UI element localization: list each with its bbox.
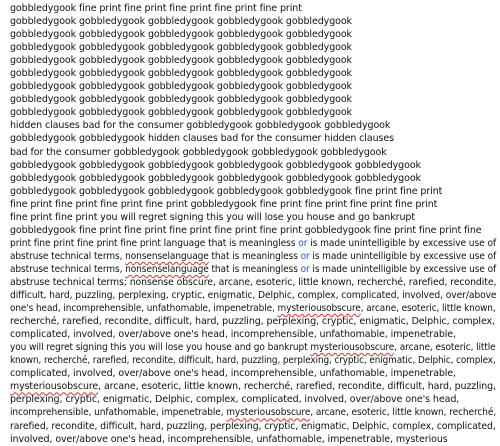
text-line xyxy=(10,302,496,315)
text-line xyxy=(10,276,497,289)
text-line xyxy=(10,341,496,354)
document-body xyxy=(10,2,498,446)
text-segment: , arcane, esoteric, little xyxy=(394,342,496,354)
text-line xyxy=(10,132,496,145)
text-segment: gobbledygook gobbledygook gobbledygook gobbledygook gobbledygook xyxy=(10,107,352,119)
text-segment: that is meaningless xyxy=(208,250,301,262)
text-line xyxy=(10,41,496,54)
text-segment: fine print fine print fine print fine print gobbledygook fine print fine print fine print fine print xyxy=(10,198,438,210)
text-segment: gobbledygook fine print fine print fine print fine print fine print gobbledygook fine print fine print fine xyxy=(10,224,482,236)
text-line xyxy=(10,315,496,328)
text-line xyxy=(10,289,497,302)
text-line xyxy=(10,406,497,419)
text-line xyxy=(10,185,496,198)
text-segment: , arcane, esoteric, little known, recherché, xyxy=(310,407,497,419)
spellcheck-flagged-word: mysteriousobscure xyxy=(10,381,99,393)
text-segment: perplexing, cryptic, enigmatic, Delphic, complex, complicated, involved, over/above one's head, xyxy=(10,394,460,406)
text-segment: recherché, rarefied, recondite, difficult, hard, puzzling, perplexing, cryptic, enigmatic, Delphic, complex, xyxy=(10,316,496,328)
text-line xyxy=(10,67,496,80)
text-line xyxy=(10,380,496,393)
text-segment: abstruse technical terms, xyxy=(10,263,126,275)
text-segment: you will regret signing this you will lose you house and go bankrupt xyxy=(10,342,311,354)
text-segment: complicated, involved, over/above one's head, incomprehensible, unfathomable, impenetrable, xyxy=(10,368,456,380)
text-line xyxy=(10,211,496,224)
text-line xyxy=(10,15,496,28)
text-segment: is made unintelligible by excessive use of xyxy=(307,237,497,249)
text-segment: gobbledygook gobbledygook gobbledygook gobbledygook gobbledygook xyxy=(10,94,352,106)
text-line xyxy=(10,146,496,159)
spellcheck-flagged-word: mysteriousobscure xyxy=(277,303,361,315)
text-segment: gobbledygook gobbledygook hidden clauses bad for the consumer hidden clauses xyxy=(10,133,394,145)
text-segment: difficult, hard, puzzling, perplexing, cryptic, enigmatic, Delphic, complex, complicated, involved, over/above xyxy=(10,290,497,302)
text-line xyxy=(10,28,496,41)
text-segment: is made unintelligible by excessive use of xyxy=(309,250,497,262)
text-line xyxy=(10,237,497,250)
text-segment: gobbledygook gobbledygook gobbledygook gobbledygook gobbledygook gobbledygook xyxy=(10,159,421,171)
text-line xyxy=(10,198,496,211)
text-segment: that is meaningless xyxy=(208,263,301,275)
text-line xyxy=(10,159,496,172)
text-line xyxy=(10,54,496,67)
text-segment: gobbledygook gobbledygook gobbledygook gobbledygook gobbledygook xyxy=(10,55,352,67)
text-line xyxy=(10,354,496,367)
text-line xyxy=(10,393,496,406)
text-line xyxy=(10,106,496,119)
text-line xyxy=(10,172,496,185)
text-segment: gobbledygook gobbledygook gobbledygook gobbledygook gobbledygook xyxy=(10,42,352,54)
text-line xyxy=(10,433,496,446)
text-line xyxy=(10,93,496,106)
text-segment: , arcane, esoteric, little known, xyxy=(360,303,496,315)
text-line xyxy=(10,420,496,433)
text-segment: complicated, involved, over/above one's head, incomprehensible, unfathomable, impenetrable, xyxy=(10,329,456,341)
text-line xyxy=(10,328,496,341)
text-segment: print fine print fine print fine print language that is meaningless xyxy=(10,237,299,249)
text-segment: gobbledygook gobbledygook gobbledygook gobbledygook gobbledygook gobbledygook xyxy=(10,172,421,184)
highlighted-or-word: or xyxy=(298,237,308,249)
text-line xyxy=(10,367,496,380)
text-segment: gobbledygook gobbledygook gobbledygook gobbledygook gobbledygook xyxy=(10,81,352,93)
spellcheck-flagged-word: nonsenselanguage xyxy=(125,263,209,275)
text-line xyxy=(10,250,497,263)
text-segment: gobbledygook gobbledygook gobbledygook gobbledygook gobbledygook xyxy=(10,16,352,28)
text-line xyxy=(10,119,496,132)
text-segment: rarefied, recondite, difficult, hard, puzzling, perplexing, cryptic, enigmatic, Delphic, complex, complicated, xyxy=(10,420,496,432)
text-segment: gobbledygook gobbledygook gobbledygook gobbledygook gobbledygook xyxy=(10,68,352,80)
text-line xyxy=(10,263,497,276)
text-segment: is made unintelligible by excessive use of xyxy=(309,263,497,275)
spellcheck-flagged-word: nonsenselanguage xyxy=(125,250,209,262)
text-line xyxy=(10,2,496,15)
text-segment: gobbledygook gobbledygook gobbledygook gobbledygook gobbledygook fine print fine print xyxy=(10,185,443,197)
text-segment: hidden clauses bad for the consumer gobbledygook gobbledygook gobbledygook xyxy=(10,120,391,132)
highlighted-or-word: or xyxy=(300,263,310,275)
text-line xyxy=(10,224,496,237)
text-segment: abstruse technical terms; nonsense obscure, arcane, esoteric, little known, recherché, rarefied, recondite, xyxy=(10,276,497,288)
text-segment: , arcane, esoteric, little known, recherché, rarefied, recondite, difficult, hard, puzzling, xyxy=(98,381,496,393)
text-segment: incomprehensible, unfathomable, impenetrable, xyxy=(10,407,227,419)
text-segment: gobbledygook fine print fine print fine print fine print fine print xyxy=(10,3,302,14)
spellcheck-flagged-word: mysteriousobscure xyxy=(226,407,311,419)
text-segment: fine print fine print you will regret signing this you will lose you house and go bankrupt xyxy=(10,211,415,223)
text-segment: gobbledygook gobbledygook gobbledygook gobbledygook gobbledygook xyxy=(10,29,352,41)
text-segment: known, recherché, rarefied, recondite, difficult, hard, puzzling, perplexing, cryptic, enigmatic, Delphic, complex, xyxy=(10,355,496,367)
text-segment: abstruse technical terms, xyxy=(10,250,126,262)
text-segment: involved, over/above one's head, incomprehensible, unfathomable, impenetrable, mysterious xyxy=(10,433,448,445)
text-line xyxy=(10,80,496,93)
text-segment: one's head, incomprehensible, unfathomable, impenetrable, xyxy=(10,303,278,315)
text-segment: bad for the consumer gobbledygook gobbledygook gobbledygook gobbledygook xyxy=(10,146,387,158)
spellcheck-flagged-word: mysteriousobscure xyxy=(310,342,395,354)
highlighted-or-word: or xyxy=(300,250,310,262)
